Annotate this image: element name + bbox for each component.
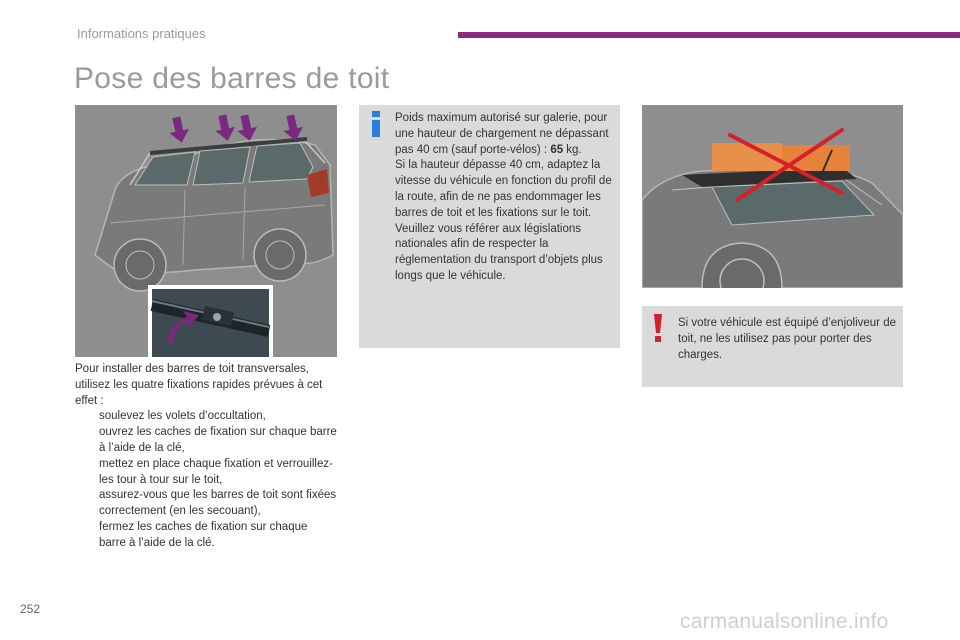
info-legislation: Veuillez vous référer aux législations nationales afin de respecter la réglementation du transport d’objets plus longs que le véhicule. [395, 222, 603, 282]
fixation-detail-inset [148, 285, 273, 357]
list-item: mettez en place chaque fixation et verrouillez-les tour à tour sur le toit, [99, 457, 333, 486]
info-speed-advice: Si la hauteur dépasse 40 cm, adaptez la vitesse du véhicule en fonction du profil de la route, afin de ne pas endommager les barres de toit et les fixations sur le toit. [395, 159, 612, 219]
list-item: ouvrez les caches de fixation sur chaque barre à l’aide de la clé, [99, 426, 337, 454]
watermark: carmanualsonline.info [680, 610, 889, 633]
info-text [395, 111, 617, 285]
info-box [359, 105, 620, 348]
header-accent-bar [458, 32, 960, 38]
instructions-steps [75, 409, 337, 551]
list-item: assurez-vous que les barres de toit sont fixées correctement (en les secouant), [99, 489, 337, 518]
page-number: 252 [20, 602, 41, 616]
info-icon [369, 111, 383, 137]
info-weight-intro: Poids maximum autorisé sur galerie, pour une hauteur de chargement ne dépassant pas 40 cm (sauf porte-vélos) : [395, 112, 609, 156]
info-weight-unit: kg. [563, 143, 582, 156]
section-header: Informations pratiques [77, 26, 206, 41]
info-weight-value: 65 [550, 143, 564, 156]
warning-text: Si votre véhicule est équipé d’enjoliveur de toit, ne les utilisez pas pour porter des charges. [678, 317, 896, 361]
installation-instructions [75, 362, 337, 552]
warning-box [642, 306, 903, 387]
list-item: soulevez les volets d’occultation, [99, 410, 266, 423]
wheel-rear [254, 229, 306, 281]
roof-trim-no-load-illustration [642, 105, 903, 288]
car-roof-fixations-illustration [75, 105, 337, 357]
page-title: Pose des barres de toit [74, 62, 390, 95]
instructions-intro: Pour installer des barres de toit transversales, utilisez les quatre fixations rapides prévues à cet effet : [75, 363, 323, 407]
warning-icon [652, 314, 664, 342]
wheel-front [114, 239, 166, 291]
list-item: fermez les caches de fixation sur chaque barre à l’aide de la clé. [99, 520, 308, 549]
